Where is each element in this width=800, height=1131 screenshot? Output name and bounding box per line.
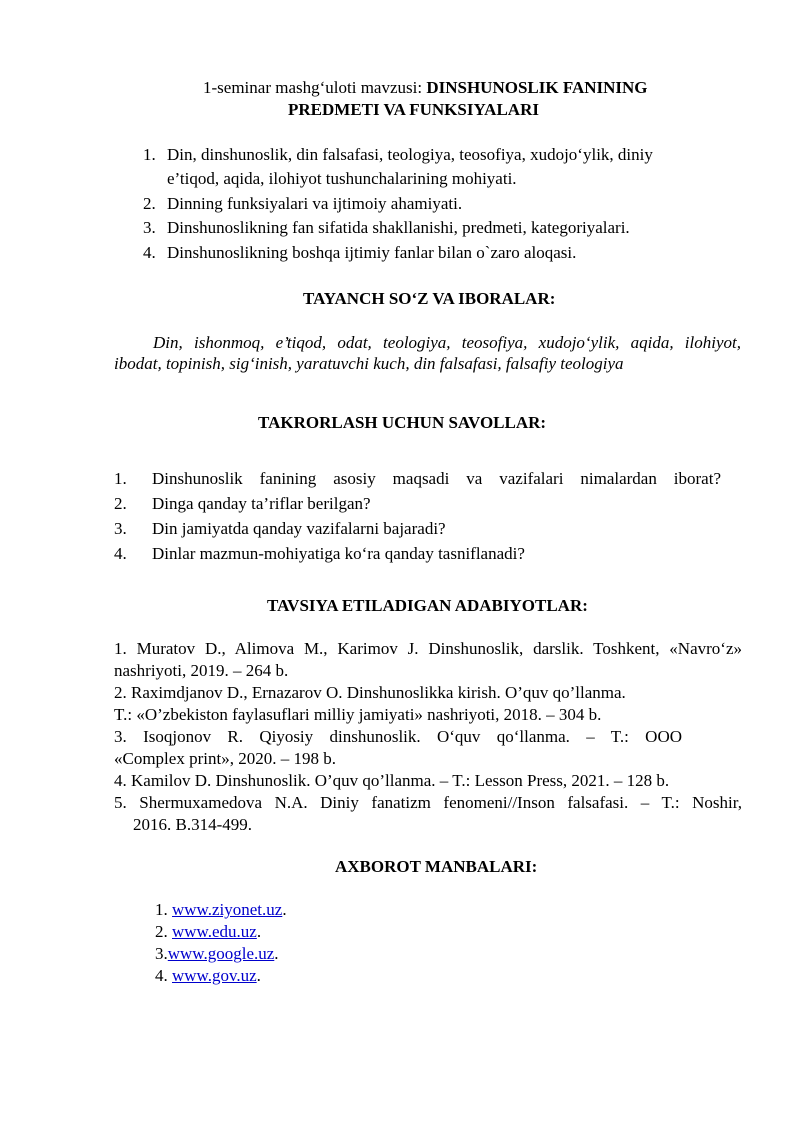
source-suffix: . <box>282 900 287 919</box>
literature-heading: TAVSIYA ETILADIGAN ADABIYOTLAR: <box>267 596 588 615</box>
literature-line: 4. Kamilov D. Dinshunoslik. O’quv qo’llanma. – T.: Lesson Press, 2021. – 128 b. <box>114 771 670 790</box>
source-item <box>155 943 279 965</box>
topic-number: 1. <box>143 145 156 164</box>
topic-number: 2. <box>143 194 156 213</box>
source-suffix: . <box>256 922 262 941</box>
question-text: Din jamiyatda qanday vazifalarni bajaradi? <box>152 519 446 538</box>
topic-text: Din, dinshunoslik, din falsafasi, teologiya, teosofiya, xudojo‘ylik, diniy <box>167 145 653 164</box>
source-number: 1. <box>155 900 172 919</box>
source-link-ziyonet[interactable]: www.ziyonet.uz <box>172 900 283 919</box>
keywords-line: ibodat, topinish, sig‘inish, yaratuvchi kuch, din falsafasi, falsafiy teologiya <box>114 354 624 373</box>
keywords-line: Din, ishonmoq, e’tiqod, odat, teologiya, teosofiya, xudojo‘ylik, aqida, ilohiyot, <box>153 333 741 352</box>
literature-line: 2. Raximdjanov D., Ernazarov O. Dinshunoslikka kirish. O’quv qo’llanma. <box>114 683 626 702</box>
questions-heading: TAKRORLASH UCHUN SAVOLLAR: <box>258 413 547 432</box>
topic-number: 3. <box>143 218 156 237</box>
question-number: 2. <box>114 494 127 513</box>
literature-line: nashriyoti, 2019. – 264 b. <box>114 661 289 680</box>
seminar-title-prefix: 1-seminar mashg‘uloti mavzusi: <box>203 78 427 97</box>
topic-number: 4. <box>143 243 156 262</box>
source-number: 4. <box>155 966 172 985</box>
seminar-title-line2: PREDMETI VA FUNKSIYALARI <box>288 100 539 119</box>
literature-line: 3. Isoqjonov R. Qiyosiy dinshunoslik. O‘quv qo‘llanma. – T.: OOO <box>114 727 682 746</box>
question-number: 4. <box>114 544 127 563</box>
source-suffix: . <box>256 966 261 985</box>
sources-heading: AXBOROT MANBALARI: <box>335 857 538 876</box>
source-item <box>155 921 261 943</box>
source-link-edu[interactable]: www.edu.uz <box>172 922 257 941</box>
topic-text: e’tiqod, aqida, ilohiyot tushunchalarining mohiyati. <box>167 169 517 188</box>
keywords-heading: TAYANCH SO‘Z VA IBORALAR: <box>303 289 556 308</box>
source-number: 2. <box>155 922 172 941</box>
question-text: Dinga qanday ta’riflar berilgan? <box>152 494 371 513</box>
source-item <box>155 899 287 921</box>
source-suffix: . <box>274 944 279 963</box>
source-link-google[interactable]: www.google.uz <box>167 944 275 963</box>
literature-line: 2016. B.314-499. <box>133 815 252 834</box>
topic-text: Dinning funksiyalari va ijtimoiy ahamiyati. <box>167 194 463 213</box>
question-number: 3. <box>114 519 127 538</box>
topic-text: Dinshunoslikning boshqa ijtimiy fanlar bilan o`zaro aloqasi. <box>167 243 577 262</box>
question-text: Dinshunoslik fanining asosiy maqsadi va vazifalari nimalardan iborat? <box>152 469 721 488</box>
source-item <box>155 965 261 987</box>
literature-line: 1. Muratov D., Alimova M., Karimov J. Dinshunoslik, darslik. Toshkent, «Navro‘z» <box>114 639 742 658</box>
question-number: 1. <box>114 469 127 488</box>
seminar-title-bold: DINSHUNOSLIK FANINING <box>426 78 648 97</box>
seminar-title-line1 <box>203 77 648 99</box>
literature-line: 5. Shermuxamedova N.A. Diniy fanatizm fenomeni//Inson falsafasi. – T.: Noshir, <box>114 793 742 812</box>
topic-text: Dinshunoslikning fan sifatida shakllanishi, predmeti, kategoriyalari. <box>167 218 630 237</box>
source-number: 3. <box>155 944 168 963</box>
literature-line: «Complex print», 2020. – 198 b. <box>114 749 336 768</box>
question-text: Dinlar mazmun-mohiyatiga ko‘ra qanday tasniflanadi? <box>152 544 525 563</box>
literature-line: T.: «O’zbekiston faylasuflari milliy jamiyati» nashriyoti, 2018. – 304 b. <box>114 705 602 724</box>
source-link-gov[interactable]: www.gov.uz <box>172 966 257 985</box>
